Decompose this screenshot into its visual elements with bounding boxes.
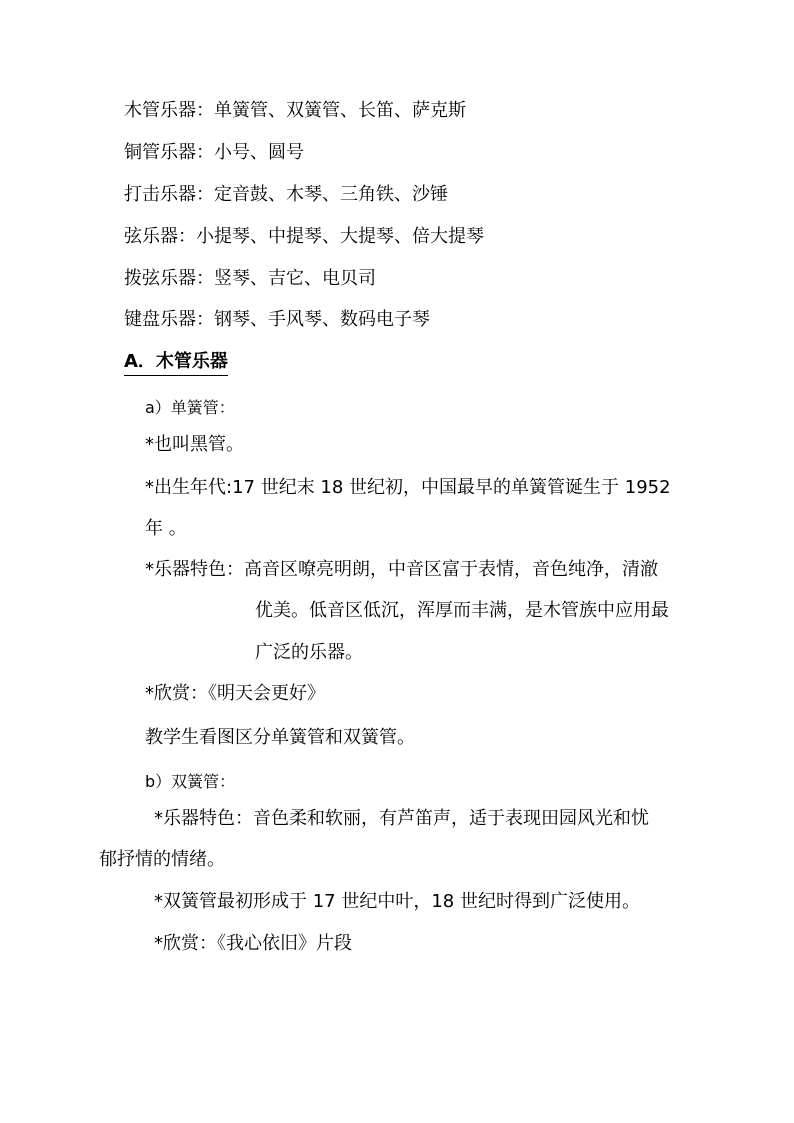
oboe-feature-line1: *乐器特色：音色柔和软丽，有芦笛声，适于表现田园风光和忧 <box>154 808 649 829</box>
oboe-history: *双簧管最初形成于 17 世纪中叶，18 世纪时得到广泛使用。 <box>154 891 640 912</box>
category-percussion: 打击乐器：定音鼓、木琴、三角铁、沙锤 <box>124 184 448 205</box>
category-woodwind: 木管乐器：单簧管、双簧管、长笛、萨克斯 <box>124 100 466 121</box>
clarinet-feature-line2: 优美。低音区低沉，浑厚而丰满，是木管族中应用最 <box>255 600 669 621</box>
oboe-appreciate: *欣赏：《我心依旧》片段 <box>154 933 352 954</box>
subsection-title-oboe: b）双簧管： <box>145 772 236 791</box>
category-strings: 弦乐器：小提琴、中提琴、大提琴、倍大提琴 <box>124 226 484 247</box>
category-brass: 铜管乐器：小号、圆号 <box>124 142 304 163</box>
section-heading-woodwind: A．木管乐器 <box>124 350 228 376</box>
clarinet-alias: *也叫黑管。 <box>145 434 244 455</box>
category-plucked: 拨弦乐器：竖琴、吉它、电贝司 <box>124 268 376 289</box>
clarinet-origin-line2: 年 。 <box>145 518 187 539</box>
clarinet-feature-line1: *乐器特色：高音区嘹亮明朗，中音区富于表情，音色纯净，清澈 <box>145 559 658 580</box>
subsection-title-clarinet: a）单簧管： <box>145 398 235 417</box>
clarinet-teach-note: 教学生看图区分单簧管和双簧管。 <box>145 727 415 748</box>
category-keyboard: 键盘乐器：钢琴、手风琴、数码电子琴 <box>124 309 430 330</box>
clarinet-appreciate: *欣赏：《明天会更好》 <box>145 683 325 704</box>
clarinet-feature-line3: 广泛的乐器。 <box>255 642 363 663</box>
oboe-feature-line2: 郁抒情的情绪。 <box>99 849 225 870</box>
clarinet-origin-line1: *出生年代:17 世纪末 18 世纪初，中国最早的单簧管诞生于 1952 <box>145 477 671 498</box>
